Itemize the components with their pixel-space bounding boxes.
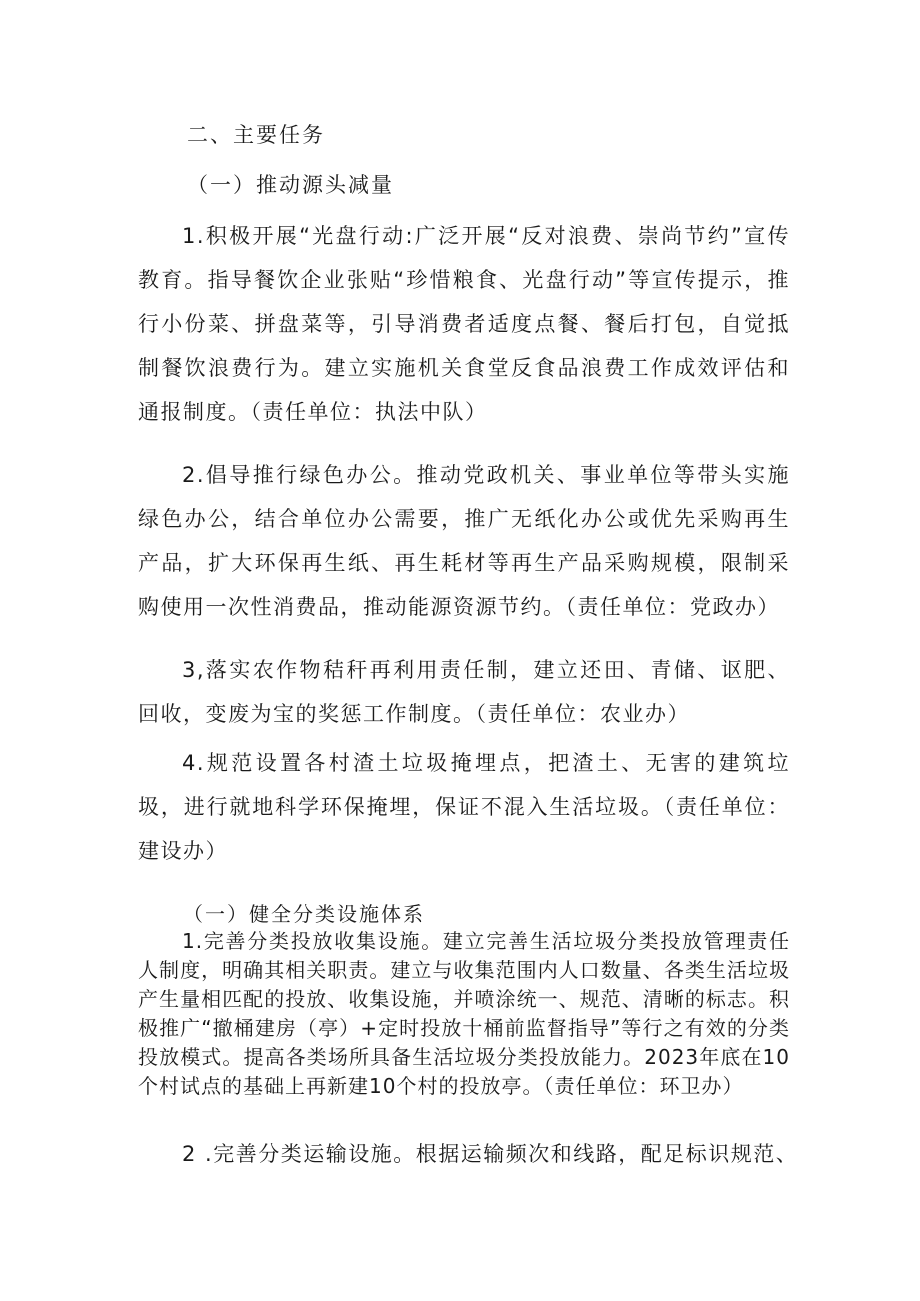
- section-heading: 二、主要任务: [187, 123, 325, 147]
- paragraph-straw-reuse: 3,落实农作物秸秆再利用责任制，建立还田、青储、讴肥、回收，变废为宝的奖惩工作制度。（责任单位：农业办）: [138, 658, 790, 726]
- paragraph-construction-waste: 4.规范设置各村渣土垃圾掩埋点，把渣土、无害的建筑垃圾，进行就地科学环保掩埋，保证不混入生活垃圾。（责任单位：建设办）: [138, 751, 790, 863]
- paragraph-clean-plate: 1.积极开展“光盘行动:广泛开展“反对浪费、崇尚节约”宣传教育。指导餐饮企业张贴“珍惜粮食、光盘行动”等宣传提示，推行小份菜、拼盘菜等，引导消费者适度点餐、餐后打包，自觉抵制餐饮浪费行为。建立实施机关食堂反食品浪费工作成效评估和通报制度。（责任单位：执法中队）: [138, 224, 790, 424]
- paragraph-transport-facilities: 2 .完善分类运输设施。根据运输频次和线路，配足标识规范、: [182, 1142, 799, 1166]
- paragraph-collection-facilities: 1.完善分类投放收集设施。建立完善生活垃圾分类投放管理责任人制度，明确其相关职责。建立与收集范围内人口数量、各类生活垃圾产生量相匹配的投放、收集设施，并喷涂统一、规范、清晰的标志。积极推广“撤桶建房（亭）+定时投放十桶前监督指导”等行之有效的分类投放模式。提高各类场所具备生活垃圾分类投放能力。2023年底在10个村试点的基础上再新建10个村的投放亭。（责任单位：环卫办）: [138, 929, 790, 1098]
- subsection-heading-source-reduction: （一）推动源头减量: [187, 173, 394, 197]
- subsection-heading-facilities: （一）健全分类设施体系: [183, 902, 425, 926]
- paragraph-green-office: 2.倡导推行绿色办公。推动党政机关、事业单位等带头实施绿色办公，结合单位办公需要，推广无纸化办公或优先采购再生产品，扩大环保再生纸、再生耗材等再生产品采购规模，限制采购使用一次性消费品，推动能源资源节约。（责任单位：党政办）: [138, 463, 790, 619]
